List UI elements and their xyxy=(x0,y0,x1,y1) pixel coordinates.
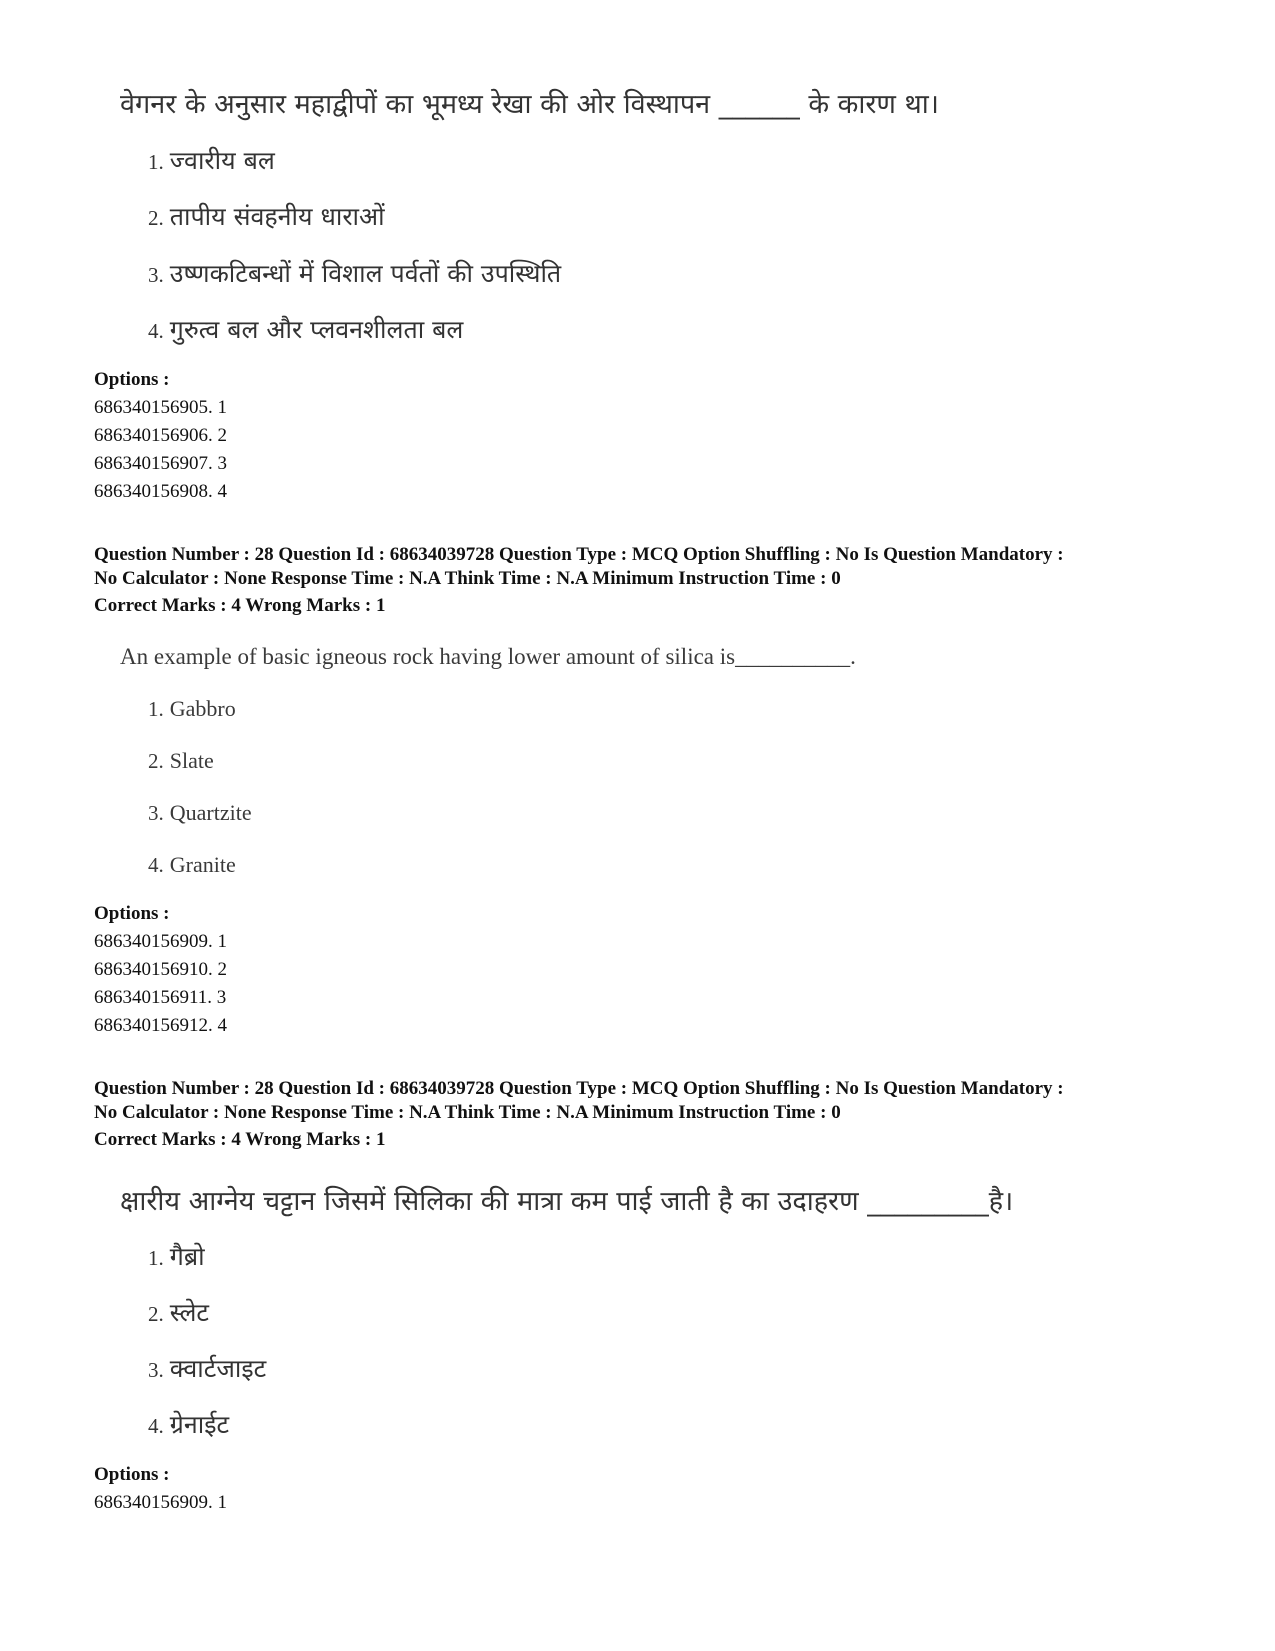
question-stem: An example of basic igneous rock having lower amount of silica is__________. xyxy=(120,644,856,669)
option-id: 686340156905. 1 xyxy=(94,397,227,418)
choice-number: 2. xyxy=(148,206,164,230)
question-meta-line-2: No Calculator : None Response Time : N.A Think Time : N.A Minimum Instruction Time : 0 xyxy=(94,568,841,589)
choice-number: 3. xyxy=(148,263,164,287)
question-meta xyxy=(94,543,1214,591)
choice-number: 1. xyxy=(148,150,164,174)
options-heading: Options : xyxy=(94,1464,170,1485)
choice-number: 3. xyxy=(148,801,164,825)
choice-text: Granite xyxy=(169,852,236,877)
choice-1 xyxy=(148,1239,205,1273)
choice-text: Slate xyxy=(169,748,214,773)
question-meta xyxy=(94,1077,1214,1125)
option-id: 686340156911. 3 xyxy=(94,987,227,1008)
choice-2 xyxy=(148,1295,209,1329)
choice-text: तापीय संवहनीय धाराओं xyxy=(169,202,385,231)
choice-number: 4. xyxy=(148,1414,164,1438)
choice-text: गुरुत्व बल और प्लवनशीलता बल xyxy=(169,315,464,344)
choice-text: क्वार्टजाइट xyxy=(169,1354,267,1383)
option-id: 686340156910. 2 xyxy=(94,959,227,980)
choice-text: गैब्रो xyxy=(169,1242,205,1271)
choice-2 xyxy=(148,199,385,233)
choice-4 xyxy=(148,312,463,346)
choice-4 xyxy=(148,852,236,878)
question-meta-line-1: Question Number : 28 Question Id : 68634039728 Question Type : MCQ Option Shuffling : No Is Question Mandatory : xyxy=(94,1078,1064,1099)
option-id: 686340156906. 2 xyxy=(94,425,227,446)
choice-text: Gabbro xyxy=(169,696,236,721)
option-id: 686340156907. 3 xyxy=(94,453,227,474)
question-stem: क्षारीय आग्नेय चट्टान जिसमें सिलिका की मात्रा कम पाई जाती है का उदाहरण _________है। xyxy=(120,1186,1014,1217)
choice-number: 1. xyxy=(148,697,164,721)
choice-3 xyxy=(148,1351,266,1385)
choice-text: Quartzite xyxy=(169,800,252,825)
choice-number: 3. xyxy=(148,1358,164,1382)
choice-2 xyxy=(148,748,214,774)
choice-1 xyxy=(148,696,236,722)
choice-1 xyxy=(148,143,275,177)
question-meta-line-1: Question Number : 28 Question Id : 68634039728 Question Type : MCQ Option Shuffling : No Is Question Mandatory : xyxy=(94,544,1064,565)
option-id: 686340156909. 1 xyxy=(94,1492,227,1513)
choice-number: 2. xyxy=(148,749,164,773)
choice-4 xyxy=(148,1407,229,1441)
question-meta-line-2: No Calculator : None Response Time : N.A Think Time : N.A Minimum Instruction Time : 0 xyxy=(94,1102,841,1123)
choice-text: ग्रेनाईट xyxy=(169,1410,230,1439)
options-heading: Options : xyxy=(94,369,170,390)
option-id: 686340156908. 4 xyxy=(94,481,227,502)
choice-number: 2. xyxy=(148,1302,164,1326)
choice-number: 4. xyxy=(148,853,164,877)
question-stem: वेगनर के अनुसार महाद्वीपों का भूमध्य रेखा की ओर विस्थापन ______ के कारण था। xyxy=(120,89,939,120)
choice-number: 4. xyxy=(148,319,164,343)
choice-text: ज्वारीय बल xyxy=(169,146,275,175)
option-id: 686340156909. 1 xyxy=(94,931,227,952)
choice-number: 1. xyxy=(148,1246,164,1270)
option-id: 686340156912. 4 xyxy=(94,1015,227,1036)
choice-text: उष्णकटिबन्धों में विशाल पर्वतों की उपस्थिति xyxy=(169,259,562,288)
question-marks: Correct Marks : 4 Wrong Marks : 1 xyxy=(94,1129,386,1150)
choice-3 xyxy=(148,256,561,290)
question-marks: Correct Marks : 4 Wrong Marks : 1 xyxy=(94,595,386,616)
choice-text: स्लेट xyxy=(169,1298,210,1327)
options-heading: Options : xyxy=(94,903,170,924)
choice-3 xyxy=(148,800,252,826)
